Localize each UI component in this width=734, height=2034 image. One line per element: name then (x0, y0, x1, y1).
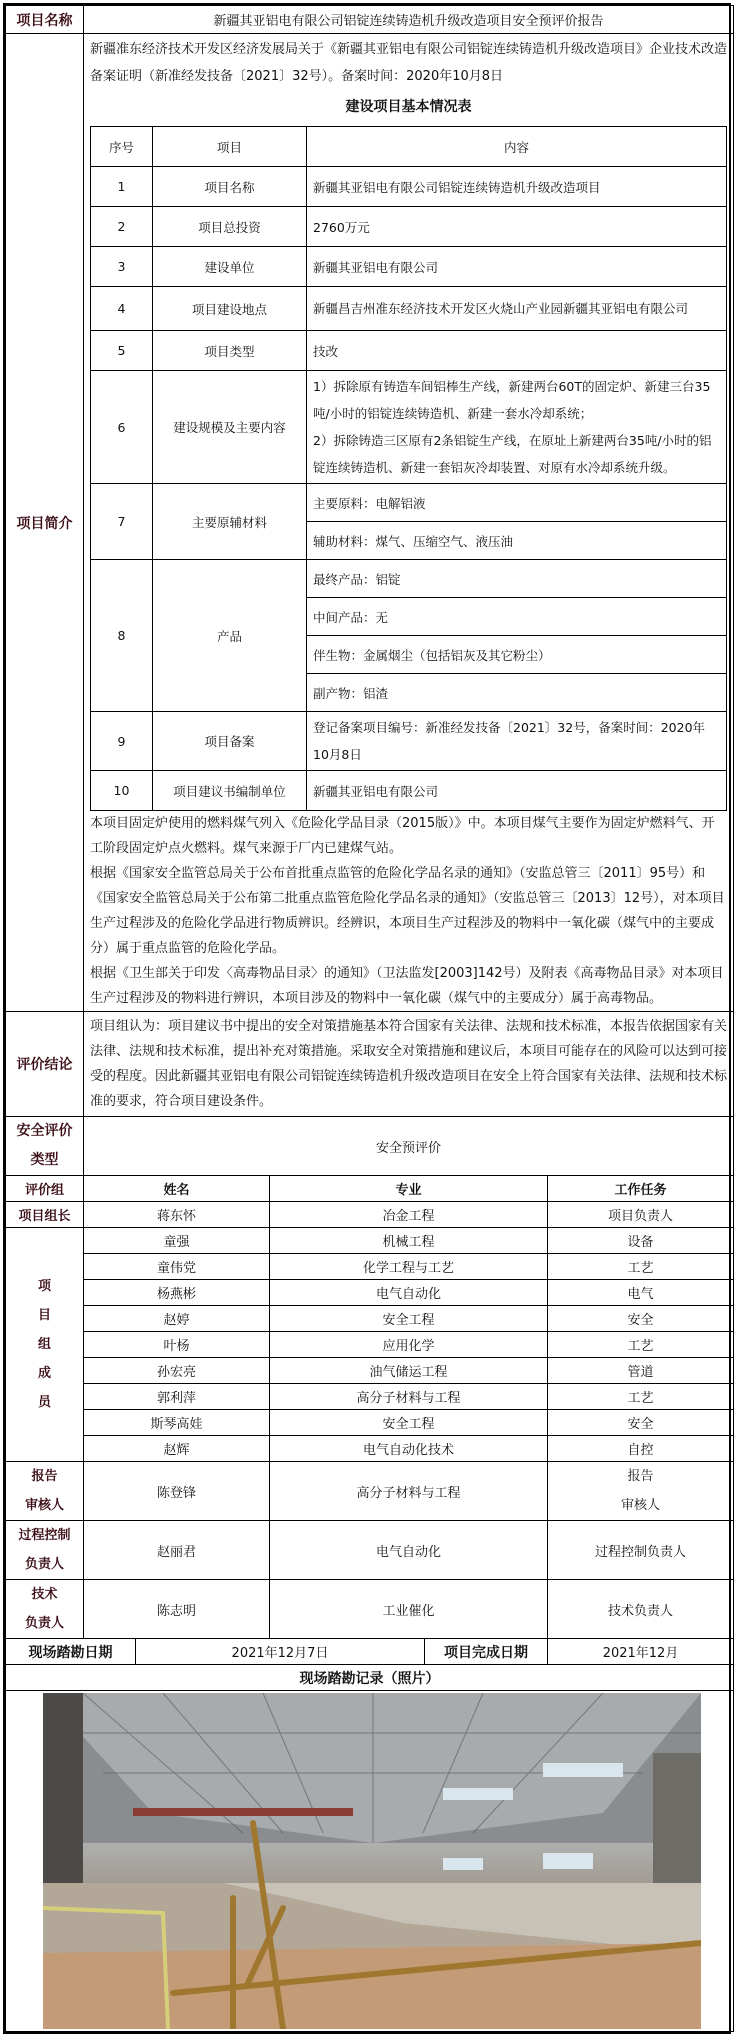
member-name: 赵辉 (84, 1436, 270, 1462)
row-no: 9 (91, 712, 153, 771)
member-name: 蒋东怀 (84, 1202, 270, 1228)
conclusion-text: 项目组认为：项目建议书中提出的安全对策措施基本符合国家有关法律、法规和技术标准，本报告依据国家有关法律、法规和技术标准，提出补充对策措施。采取安全对策措施和建议后，本项目可能存在的风险可以达到可接受的程度。因此新疆其亚铝电有限公司铝锭连续铸造机升级改造项目在安全上符合国家有关法律、法规和技术标准的要求，符合项目建设条件。 (84, 1012, 734, 1117)
row-content: 2760万元 (307, 207, 727, 247)
task-line: 审核人 (621, 1498, 661, 1513)
member-task: 自控 (548, 1436, 734, 1462)
label-line: 过程控制 (18, 1528, 71, 1543)
member-name: 童强 (84, 1228, 270, 1254)
row-content: 技改 (307, 331, 727, 371)
eval-type-label (6, 1117, 84, 1176)
label-line: 审核人 (24, 1498, 64, 1513)
project-name-label: 项目名称 (6, 6, 84, 34)
members-label (6, 1228, 84, 1462)
intro-label: 项目简介 (6, 34, 84, 1012)
member-major: 机械工程 (270, 1228, 548, 1254)
team-header-task: 工作任务 (548, 1176, 734, 1202)
row-no: 7 (91, 484, 153, 560)
row-item: 项目建设地点 (153, 287, 307, 331)
team-row (6, 1280, 734, 1306)
col-header-content: 内容 (307, 127, 727, 167)
member-name: 叶杨 (84, 1332, 270, 1358)
row-content: 主要原料：电解铝液 (307, 484, 727, 522)
row-no: 8 (91, 560, 153, 712)
member-major: 工业催化 (270, 1580, 548, 1639)
intro-cell (84, 34, 734, 1012)
team-group-label: 评价组 (6, 1176, 84, 1202)
note-paragraph: 本项目固定炉使用的燃料煤气列入《危险化学品目录（2015版）》中。本项目煤气主要作为固定炉燃料气、开工阶段固定炉点火燃料。煤气来源于厂内已建煤气站。 (90, 816, 715, 856)
table-row (91, 287, 727, 331)
intro-paragraph: 新疆准东经济技术开发区经济发展局关于《新疆其亚铝电有限公司铝锭连续铸造机升级改造项目》企业技术改造备案证明（新准经发技备〔2021〕32号）。备案时间：2020年10月8日 (90, 42, 728, 84)
member-major: 应用化学 (270, 1332, 548, 1358)
row-no: 6 (91, 371, 153, 484)
content-line: 2）拆除铸造三区原有2条铝锭生产线，在原址上新建两台35吨/小时的铝锭连续铸造机、新建一套铝灰冷却装置、对原有水冷却系统升级。 (313, 433, 712, 475)
leader-label: 项目组长 (6, 1202, 84, 1228)
note-paragraph: 根据《国家安全监管总局关于公布首批重点监管的危险化学品名录的通知》（安监总管三〔2011〕95号）和《国家安全监管总局关于公布第二批重点监管危险化学品名录的通知》（安监总管三〔2013〕12号），对本项目生产过程涉及的危险化学品进行物质辨识。经辨识，本项目生产过程涉及的物料中一氧化碳（煤气中的主要成分）属于重点监管的危险化学品。 (90, 866, 725, 956)
row-content: 新疆其亚铝电有限公司 (307, 771, 727, 811)
member-major: 电气自动化技术 (270, 1436, 548, 1462)
member-name: 赵丽君 (84, 1521, 270, 1580)
member-task: 工艺 (548, 1384, 734, 1410)
survey-date-value: 2021年12月7日 (136, 1639, 425, 1665)
member-task: 电气 (548, 1280, 734, 1306)
member-major: 冶金工程 (270, 1202, 548, 1228)
row-item: 主要原辅材料 (153, 484, 307, 560)
basic-info-table (90, 126, 727, 811)
content-line: 1）拆除原有铸造车间铝棒生产线，新建两台60T的固定炉、新建三台35吨/小时的铝锭连续铸造机、新建一套水冷却系统； (313, 379, 711, 421)
member-major: 电气自动化 (270, 1280, 548, 1306)
member-name: 斯琴高娃 (84, 1410, 270, 1436)
member-major: 电气自动化 (270, 1521, 548, 1580)
row-no: 4 (91, 287, 153, 331)
member-major: 高分子材料与工程 (270, 1462, 548, 1521)
row-content: 最终产品：铝锭 (307, 560, 727, 598)
team-row-tech (6, 1580, 734, 1639)
member-task: 设备 (548, 1228, 734, 1254)
team-row (6, 1358, 734, 1384)
reviewer-label (6, 1462, 84, 1521)
basic-info-table-title: 建设项目基本情况表 (345, 99, 472, 115)
row-content: 中间产品：无 (307, 598, 727, 636)
team-row (6, 1384, 734, 1410)
member-name: 陈登锋 (84, 1462, 270, 1521)
team-row (6, 1306, 734, 1332)
col-header-item: 项目 (153, 127, 307, 167)
label-char: 员 (37, 1395, 51, 1410)
table-row (91, 167, 727, 207)
tech-label (6, 1580, 84, 1639)
row-content: 新疆昌吉州准东经济技术开发区火烧山产业园新疆其亚铝电有限公司 (307, 287, 727, 331)
row-content: 新疆其亚铝电有限公司 (307, 247, 727, 287)
member-task: 过程控制负责人 (548, 1521, 734, 1580)
photo-title: 现场踏勘记录（照片） (6, 1665, 734, 1691)
team-row-process (6, 1521, 734, 1580)
row-no: 5 (91, 331, 153, 371)
note-paragraph: 根据《卫生部关于印发〈高毒物品目录〉的通知》（卫法监发[2003]142号）及附表《高毒物品目录》对本项目生产过程涉及的物料进行辨识，本项目涉及的物料中一氧化碳（煤气中的主要成分）属于高毒物品。 (90, 966, 724, 1006)
member-task: 安全 (548, 1410, 734, 1436)
row-item: 项目总投资 (153, 207, 307, 247)
label-char: 项 (37, 1279, 51, 1294)
row-no: 3 (91, 247, 153, 287)
member-major: 高分子材料与工程 (270, 1384, 548, 1410)
report-table (5, 5, 734, 2032)
table-row (91, 712, 727, 771)
eval-type-value: 安全预评价 (84, 1117, 734, 1176)
row-no: 2 (91, 207, 153, 247)
team-row (6, 1228, 734, 1254)
table-row (91, 771, 727, 811)
label-line: 负责人 (24, 1616, 64, 1631)
member-major: 化学工程与工艺 (270, 1254, 548, 1280)
team-row (6, 1332, 734, 1358)
intro-notes (90, 811, 727, 1011)
team-row (6, 1436, 734, 1462)
row-item: 项目类型 (153, 331, 307, 371)
report-sheet (3, 3, 731, 2034)
label-char: 成 (37, 1366, 51, 1381)
member-task: 安全 (548, 1306, 734, 1332)
row-no: 10 (91, 771, 153, 811)
row-no: 1 (91, 167, 153, 207)
task-line: 报告 (627, 1469, 654, 1484)
complete-date-value: 2021年12月 (548, 1639, 734, 1665)
label-line: 负责人 (24, 1557, 64, 1572)
member-task: 工艺 (548, 1254, 734, 1280)
table-row (91, 371, 727, 484)
table-row (91, 560, 727, 598)
table-row (91, 484, 727, 522)
photo-cell (6, 1691, 734, 2032)
member-task: 工艺 (548, 1332, 734, 1358)
row-item: 项目名称 (153, 167, 307, 207)
row-content: 新疆其亚铝电有限公司铝锭连续铸造机升级改造项目 (307, 167, 727, 207)
team-row-reviewer (6, 1462, 734, 1521)
table-row (91, 207, 727, 247)
member-task (548, 1462, 734, 1521)
member-major: 安全工程 (270, 1306, 548, 1332)
label-line: 类型 (30, 1152, 59, 1168)
row-content: 辅助材料：煤气、压缩空气、液压油 (307, 522, 727, 560)
table-row (91, 247, 727, 287)
member-name: 陈志明 (84, 1580, 270, 1639)
label-line: 报告 (31, 1469, 58, 1484)
member-name: 杨燕彬 (84, 1280, 270, 1306)
team-header-name: 姓名 (84, 1176, 270, 1202)
project-name-value: 新疆其亚铝电有限公司铝锭连续铸造机升级改造项目安全预评价报告 (84, 6, 734, 34)
survey-date-label: 现场踏勘日期 (6, 1639, 136, 1665)
row-content: 副产物：铝渣 (307, 674, 727, 712)
row-content (307, 371, 727, 484)
row-item: 项目备案 (153, 712, 307, 771)
photo-illustration (43, 1693, 701, 2029)
table-row (91, 331, 727, 371)
label-char: 组 (37, 1337, 51, 1352)
team-row (6, 1254, 734, 1280)
row-content: 登记备案项目编号：新准经发技备〔2021〕32号，备案时间：2020年10月8日 (307, 712, 727, 771)
team-row-leader (6, 1202, 734, 1228)
factory-interior-photo (43, 1693, 701, 2029)
row-item: 建设单位 (153, 247, 307, 287)
member-name: 孙宏亮 (84, 1358, 270, 1384)
team-header-major: 专业 (270, 1176, 548, 1202)
team-row (6, 1410, 734, 1436)
col-header-no: 序号 (91, 127, 153, 167)
member-major: 油气储运工程 (270, 1358, 548, 1384)
complete-date-label: 项目完成日期 (425, 1639, 548, 1665)
row-item: 建设规模及主要内容 (153, 371, 307, 484)
member-task: 管道 (548, 1358, 734, 1384)
label-char: 目 (37, 1308, 51, 1323)
member-name: 郭利萍 (84, 1384, 270, 1410)
row-content: 伴生物：金属烟尘（包括铝灰及其它粉尘） (307, 636, 727, 674)
conclusion-label: 评价结论 (6, 1012, 84, 1117)
label-line: 技术 (31, 1587, 58, 1602)
row-item: 项目建议书编制单位 (153, 771, 307, 811)
process-label (6, 1521, 84, 1580)
member-name: 赵婷 (84, 1306, 270, 1332)
member-task: 项目负责人 (548, 1202, 734, 1228)
member-major: 安全工程 (270, 1410, 548, 1436)
member-task: 技术负责人 (548, 1580, 734, 1639)
member-name: 童伟党 (84, 1254, 270, 1280)
row-item: 产品 (153, 560, 307, 712)
label-line: 安全评价 (16, 1123, 73, 1139)
